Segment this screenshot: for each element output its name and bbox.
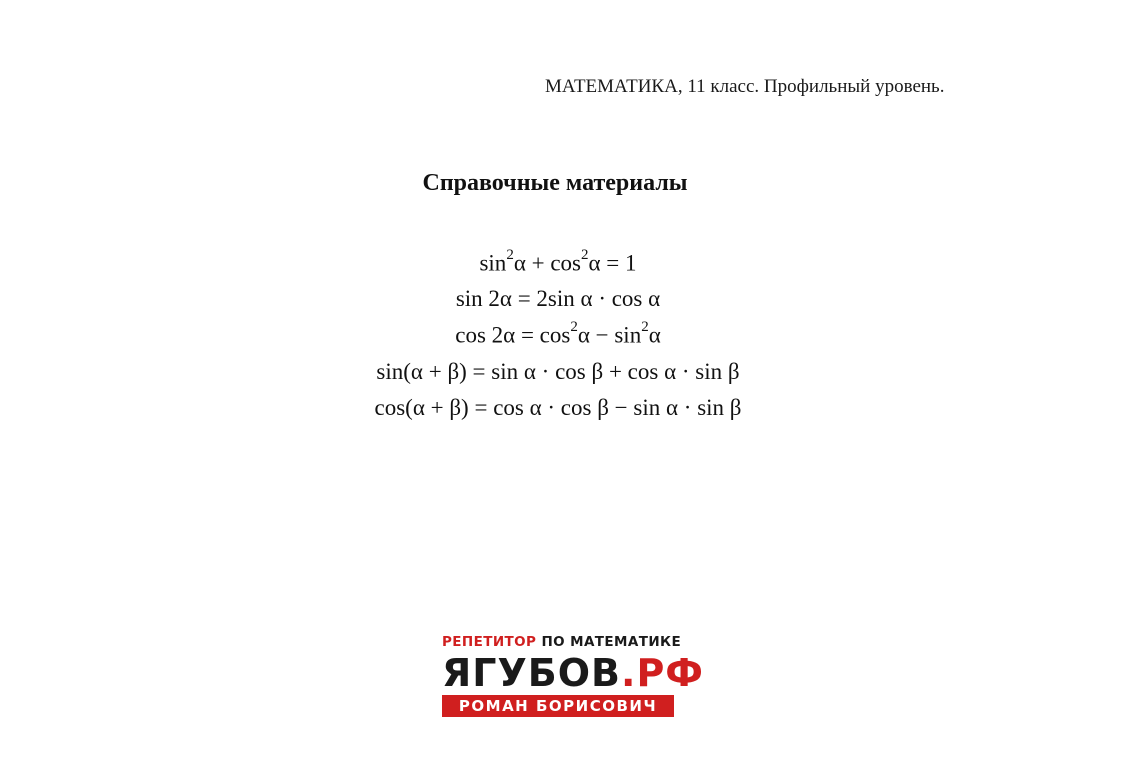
logo-wordmark-domain: .РФ xyxy=(621,651,704,695)
logo-wordmark-main: ЯГУБОВ xyxy=(442,651,622,695)
formula-part: cos 2α = cos xyxy=(455,322,571,348)
formula-part: α xyxy=(648,322,661,348)
page-header: МАТЕМАТИКА, 11 класс. Профильный уровень. xyxy=(545,76,945,97)
exponent: 2 xyxy=(506,247,514,263)
formula-part: α + cos xyxy=(513,250,581,276)
logo-wordmark xyxy=(442,651,704,695)
section-title: Справочные материалы xyxy=(422,170,688,196)
formula-sin-double-angle: sin 2α = 2sin α · cos α xyxy=(455,286,661,311)
formula-sin-sum: sin(α + β) = sin α · cos β + cos α · sin β xyxy=(376,359,740,384)
logo-tagline-rest: ПО МАТЕМАТИКЕ xyxy=(541,634,682,650)
exponent: 2 xyxy=(581,247,589,263)
formula-pythagorean-identity xyxy=(0,247,1116,286)
logo-tagline-accent: РЕПЕТИТОР xyxy=(442,634,537,650)
tutor-logo xyxy=(442,633,704,717)
formula-part: sin xyxy=(479,250,507,276)
logo-tagline xyxy=(442,633,682,651)
formula-cos-sum: cos(α + β) = cos α · cos β − sin α · sin β xyxy=(374,395,742,420)
formula-part: α = 1 xyxy=(588,250,637,276)
formula-list xyxy=(0,247,1116,431)
exponent: 2 xyxy=(641,319,649,335)
formula-cos-double-angle xyxy=(0,319,1116,359)
logo-name-bar: РОМАН БОРИСОВИЧ xyxy=(442,695,674,717)
formula-part: α − sin xyxy=(577,322,642,348)
exponent: 2 xyxy=(570,319,578,335)
